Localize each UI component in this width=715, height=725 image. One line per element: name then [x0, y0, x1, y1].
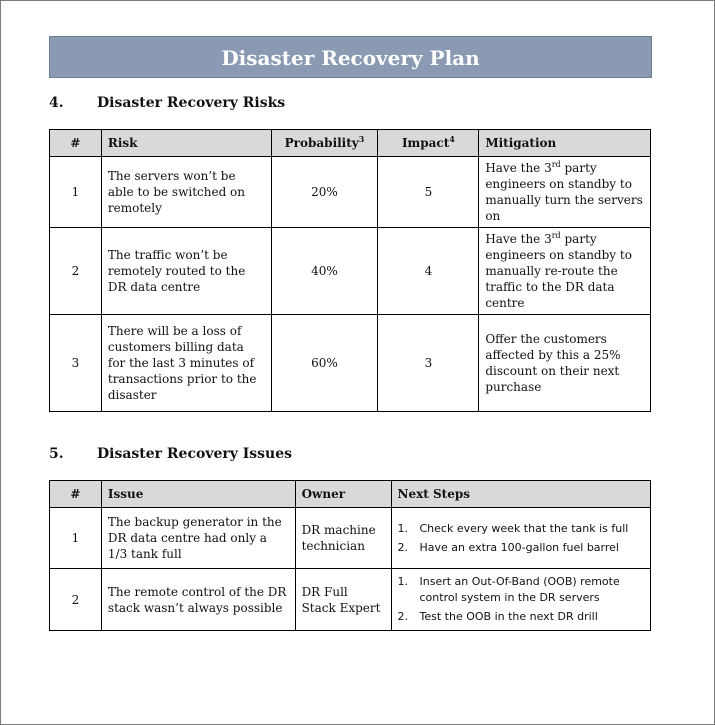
next-steps-cell	[391, 508, 651, 569]
impact-cell: 4	[378, 228, 479, 315]
col-issue: Issue	[101, 481, 295, 508]
row-num: 1	[50, 508, 102, 569]
step-item: 1. Check every week that the tank is full	[397, 521, 629, 535]
row-num: 3	[50, 315, 102, 412]
issue-cell: The backup generator in the DR data centre had only a 1/3 tank full	[101, 508, 295, 569]
section-number: 5.	[49, 446, 64, 462]
col-owner: Owner	[295, 481, 391, 508]
mitigation-cell: Offer the customers affected by this a 25% discount on their next purchase	[479, 315, 651, 412]
risk-cell: There will be a loss of customers billing data for the last 3 minutes of transactions prior to the disaster	[101, 315, 271, 412]
issues-table	[49, 480, 651, 631]
issue-cell: The remote control of the DR stack wasn’t always possible	[101, 569, 295, 631]
impact-cell: 5	[378, 157, 479, 228]
table-row	[50, 315, 651, 412]
risks-heading	[49, 95, 285, 111]
probability-cell: 60%	[271, 315, 378, 412]
risk-cell: The servers won’t be able to be switched on remotely	[101, 157, 271, 228]
col-risk: Risk	[101, 130, 271, 157]
row-num: 2	[50, 228, 102, 315]
step-item: 1. Insert an Out-Of-Band (OOB) remote control system in the DR servers	[397, 575, 620, 604]
table-header-row	[50, 130, 651, 157]
risk-cell: The traffic won’t be remotely routed to the DR data centre	[101, 228, 271, 315]
col-impact: Impact$^4$	[378, 130, 479, 157]
section-title: Disaster Recovery Issues	[97, 446, 293, 462]
mitigation-cell: Have the 3rd party engineers on standby to manually turn the servers on	[479, 157, 651, 228]
col-num: #	[50, 481, 102, 508]
section-title: Disaster Recovery Risks	[97, 95, 286, 111]
table-row	[50, 157, 651, 228]
table-header-row	[50, 481, 651, 508]
col-probability: Probability$^3$	[271, 130, 378, 157]
next-steps-cell	[391, 569, 651, 631]
table-row	[50, 569, 651, 631]
owner-cell: DR machine technician	[295, 508, 391, 569]
owner-cell: DR Full Stack Expert	[295, 569, 391, 631]
col-next-steps: Next Steps	[391, 481, 651, 508]
issues-heading	[49, 446, 292, 462]
table-row	[50, 228, 651, 315]
row-num: 2	[50, 569, 102, 631]
probability-cell: 20%	[271, 157, 378, 228]
probability-cell: 40%	[271, 228, 378, 315]
col-mitigation: Mitigation	[479, 130, 651, 157]
row-num: 1	[50, 157, 102, 228]
section-number: 4.	[49, 95, 64, 111]
col-num: #	[50, 130, 102, 157]
step-item: 2. Have an extra 100-gallon fuel barrel	[397, 540, 619, 554]
document-title: Disaster Recovery Plan	[49, 36, 652, 78]
impact-cell: 3	[378, 315, 479, 412]
risks-table	[49, 129, 651, 412]
step-item: 2. Test the OOB in the next DR drill	[397, 610, 598, 623]
mitigation-cell: Have the 3rd party engineers on standby to manually re-route the traffic to the DR data centre	[479, 228, 651, 315]
table-row	[50, 508, 651, 569]
